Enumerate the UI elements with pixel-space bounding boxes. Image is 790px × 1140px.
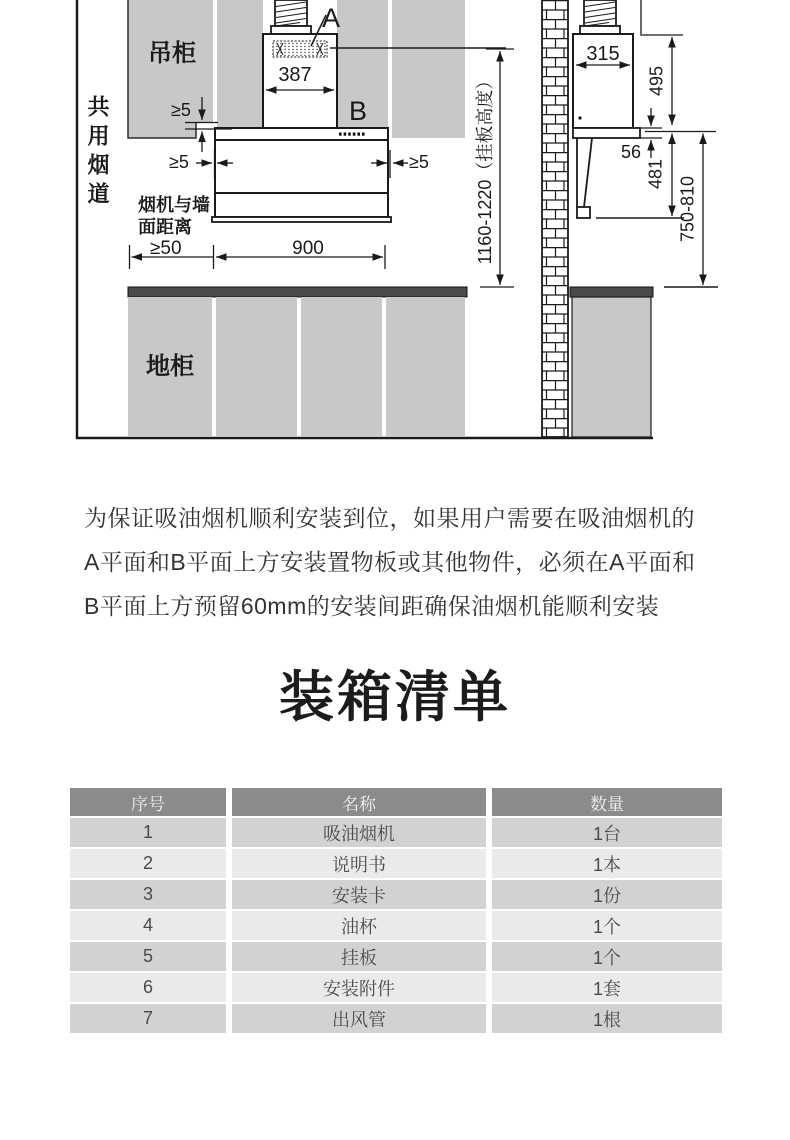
dim-hanging-height-label: 1160-1220（挂板高度）: [475, 71, 495, 265]
dim-56: [640, 108, 662, 158]
plane-b-label: B: [349, 96, 368, 126]
row-qty: 1套: [492, 973, 722, 1002]
hanging-cabinet-label: 吊柜: [148, 40, 196, 67]
row-name: 安装卡: [232, 880, 486, 909]
packing-list-table: [70, 788, 722, 1033]
row-name: 油杯: [232, 911, 486, 940]
table-row: [70, 818, 722, 847]
dim-gap-right-label: ≥5: [409, 152, 429, 172]
floor-cabinet-label: 地柜: [146, 353, 194, 380]
row-name: 出风管: [232, 1004, 486, 1033]
header-no: 序号: [70, 788, 226, 816]
row-no: 1: [70, 818, 226, 847]
diagram-geometry: [0, 0, 790, 450]
wall-distance-line1: 烟机与墙: [138, 195, 210, 215]
row-no: 7: [70, 1004, 226, 1033]
plane-a-label: A: [322, 3, 341, 33]
front-duct: [271, 0, 311, 34]
row-name: 吸油烟机: [232, 818, 486, 847]
dim-56-label: 56: [621, 142, 642, 162]
row-qty: 1个: [492, 911, 722, 940]
packing-list-title: 装箱清单: [278, 666, 511, 728]
row-name: 挂板: [232, 942, 486, 971]
row-name: 安装附件: [232, 973, 486, 1002]
row-name: 说明书: [232, 849, 486, 878]
dim-315-label: 315: [586, 43, 620, 65]
row-qty: 1份: [492, 880, 722, 909]
row-qty: 1根: [492, 1004, 722, 1033]
dim-50-label: ≥50: [150, 238, 182, 259]
row-no: 4: [70, 911, 226, 940]
brick-wall: [542, 0, 568, 437]
wall-distance-line2: 面距离: [138, 217, 192, 237]
installation-diagram: [0, 0, 790, 450]
dim-387-label: 387: [278, 64, 312, 86]
note-line: B平面上方预留60mm的安装间距确保油烟机能顺利安装: [84, 593, 660, 619]
countertop-front: [128, 287, 467, 297]
table-header-row: [70, 788, 722, 816]
dim-495-label: 495: [646, 65, 667, 97]
wall-distance-label: [138, 194, 210, 238]
row-qty: 1个: [492, 942, 722, 971]
row-no: 6: [70, 973, 226, 1002]
table-row: [70, 849, 722, 878]
hood-front: [212, 128, 391, 222]
dim-gap-top-label: ≥5: [171, 100, 191, 120]
row-no: 5: [70, 942, 226, 971]
installation-note: [84, 496, 729, 628]
table-row: [70, 911, 722, 940]
table-row: [70, 1004, 722, 1033]
shared-flue-label: 共用烟道: [85, 95, 110, 211]
dim-900-label: 900: [292, 238, 324, 259]
side-duct: [580, 0, 620, 34]
header-name: 名称: [232, 788, 486, 816]
row-qty: 1台: [492, 818, 722, 847]
countertop-side: [570, 287, 653, 297]
note-line: 为保证吸油烟机顺利安装到位，如果用户需要在吸油烟机的: [84, 505, 695, 531]
row-qty: 1本: [492, 849, 722, 878]
dim-750-810-label: 750-810: [677, 175, 698, 243]
floor-cabinet-side: [572, 297, 651, 437]
row-no: 2: [70, 849, 226, 878]
dim-495: [640, 0, 683, 125]
dim-gap-left-label: ≥5: [169, 152, 189, 172]
mount-dot: [578, 116, 581, 119]
table-row: [70, 942, 722, 971]
dim-481-label: 481: [645, 158, 666, 190]
note-line: A平面和B平面上方安装置物板或其他物件，必须在A平面和: [84, 549, 696, 575]
header-qty: 数量: [492, 788, 722, 816]
row-no: 3: [70, 880, 226, 909]
table-row: [70, 880, 722, 909]
table-row: [70, 973, 722, 1002]
